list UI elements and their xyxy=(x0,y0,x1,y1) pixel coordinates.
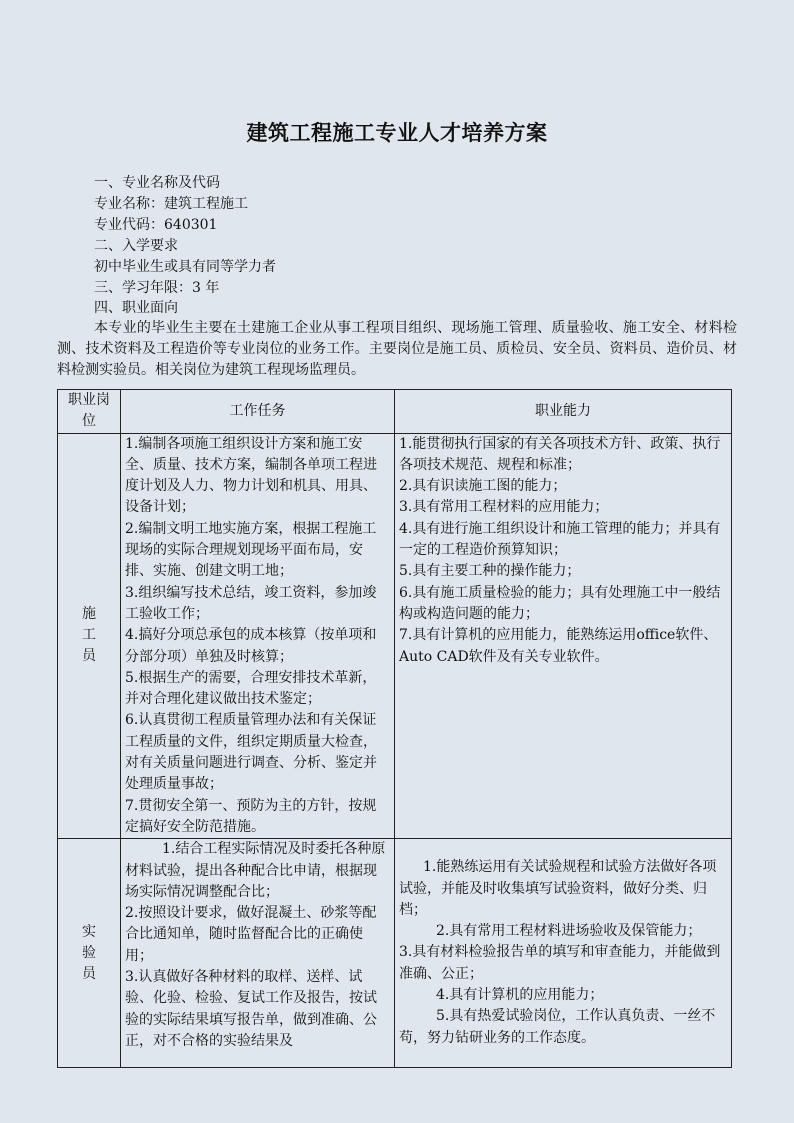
ability-item: 4.具有进行施工组织设计和施工管理的能力；并具有一定的工程造价预算知识； xyxy=(399,520,721,559)
header-abilities: 职业能力 xyxy=(395,390,732,434)
header-tasks: 工作任务 xyxy=(121,390,395,434)
ability-item: 7.具有计算机的应用能力，能熟练运用office软件、Auto CAD软件及有关专业软件。 xyxy=(399,627,718,665)
study-years: 三、学习年限：3 年 xyxy=(94,280,220,296)
section-heading-4: 四、职业面向 xyxy=(94,300,178,316)
page-title: 建筑工程施工专业人才培养方案 xyxy=(246,120,548,145)
task-item: 5.根据生产的需要，合理安排技术革新，并对合理化建议做出技术鉴定； xyxy=(125,669,377,708)
post-cell xyxy=(58,839,121,1068)
task-item: 4.搞好分项总承包的成本核算（按单项和分部分项）单独及时核算； xyxy=(125,627,377,665)
post-name: 实验员 xyxy=(82,923,96,982)
ability-item: 6.具有施工质量检验的能力；具有处理施工中一般结构或构造问题的能力； xyxy=(399,584,721,622)
admission-requirement: 初中毕业生或具有同等学力者 xyxy=(94,259,276,275)
section-heading-2: 二、入学要求 xyxy=(94,238,178,254)
ability-item: 1.能贯彻执行国家的有关各项技术方针、政策、执行各项技术规范、规程和标准； xyxy=(399,435,721,473)
task-item: 3.认真做好各种材料的取样、送样、试验、化验、检验、复试工作及报告，按试验的实际结果填写报告单，做到准确、公正，对不合格的实验结果及 xyxy=(125,969,377,1049)
ability-item: 4.具有计算机的应用能力； xyxy=(436,987,604,1004)
post-name: 施工员 xyxy=(82,606,96,665)
task-item: 1.结合工程实际情况及时委托各种原材料试验，提出各种配合比申请，根据现场实际情况调整配合比； xyxy=(125,841,386,900)
table-row xyxy=(58,839,732,1068)
post-cell xyxy=(58,433,121,839)
career-table xyxy=(57,389,732,1068)
ability-item: 5.具有主要工种的操作能力； xyxy=(399,563,581,580)
task-item: 3.组织编写技术总结，竣工资料，参加竣工验收工作； xyxy=(125,584,377,622)
task-item: 2.编制文明工地实施方案，根据工程施工现场的实际合理规划现场平面布局，安排、实施、创建文明工地； xyxy=(125,520,377,580)
task-item: 2.按照设计要求，做好混凝土、砂浆等配合比通知单，随时监督配合比的正确使用； xyxy=(125,905,377,964)
major-code: 专业代码：640301 xyxy=(94,217,218,233)
abilities-cell xyxy=(395,433,732,839)
tasks-cell xyxy=(121,433,395,839)
section-heading-1: 一、专业名称及代码 xyxy=(94,175,220,191)
task-item: 1.编制各项施工组织设计方案和施工安全、质量、技术方案，编制各单项工程进度计划及人力、物力计划和机具、用具、设备计划； xyxy=(125,435,377,516)
ability-item: 3.具有常用工程材料的应用能力； xyxy=(399,499,609,516)
abilities-cell xyxy=(395,839,732,1068)
header-post: 职业岗位 xyxy=(58,390,121,434)
major-name: 专业名称：建筑工程施工 xyxy=(94,196,248,212)
career-intro-paragraph: 本专业的毕业生主要在土建施工企业从事工程项目组织、现场施工管理、质量验收、施工安全、材料检测、技术资料及工程造价等专业岗位的业务工作。主要岗位是施工员、质检员、安全员、资料员、造价员、材料检测实验员。相关岗位为建筑工程现场监理员。 xyxy=(57,320,737,378)
task-item: 7.贯彻安全第一、预防为主的方针，按规定搞好安全防范措施。 xyxy=(125,797,377,835)
ability-item: 3.具有材料检验报告单的填写和审查能力，并能做到准确、公正； xyxy=(399,944,721,982)
ability-item: 2.具有识读施工图的能力； xyxy=(399,478,567,495)
table-header-row xyxy=(58,390,732,434)
task-item: 6.认真贯彻工程质量管理办法和有关保证工程质量的文件，组织定期质量大检查，对有关质量问题进行调查、分析、鉴定并处理质量事故； xyxy=(125,712,377,793)
table-row xyxy=(58,433,732,839)
tasks-cell xyxy=(121,839,395,1068)
ability-item: 5.具有热爱试验岗位，工作认真负责、一丝不苟，努力钻研业务的工作态度。 xyxy=(399,1008,716,1046)
ability-item: 2.具有常用工程材料进场验收及保管能力； xyxy=(436,923,702,940)
ability-item: 1.能熟练运用有关试验规程和试验方法做好各项试验，并能及时收集填写试验资料，做好分类、归档； xyxy=(399,859,717,918)
